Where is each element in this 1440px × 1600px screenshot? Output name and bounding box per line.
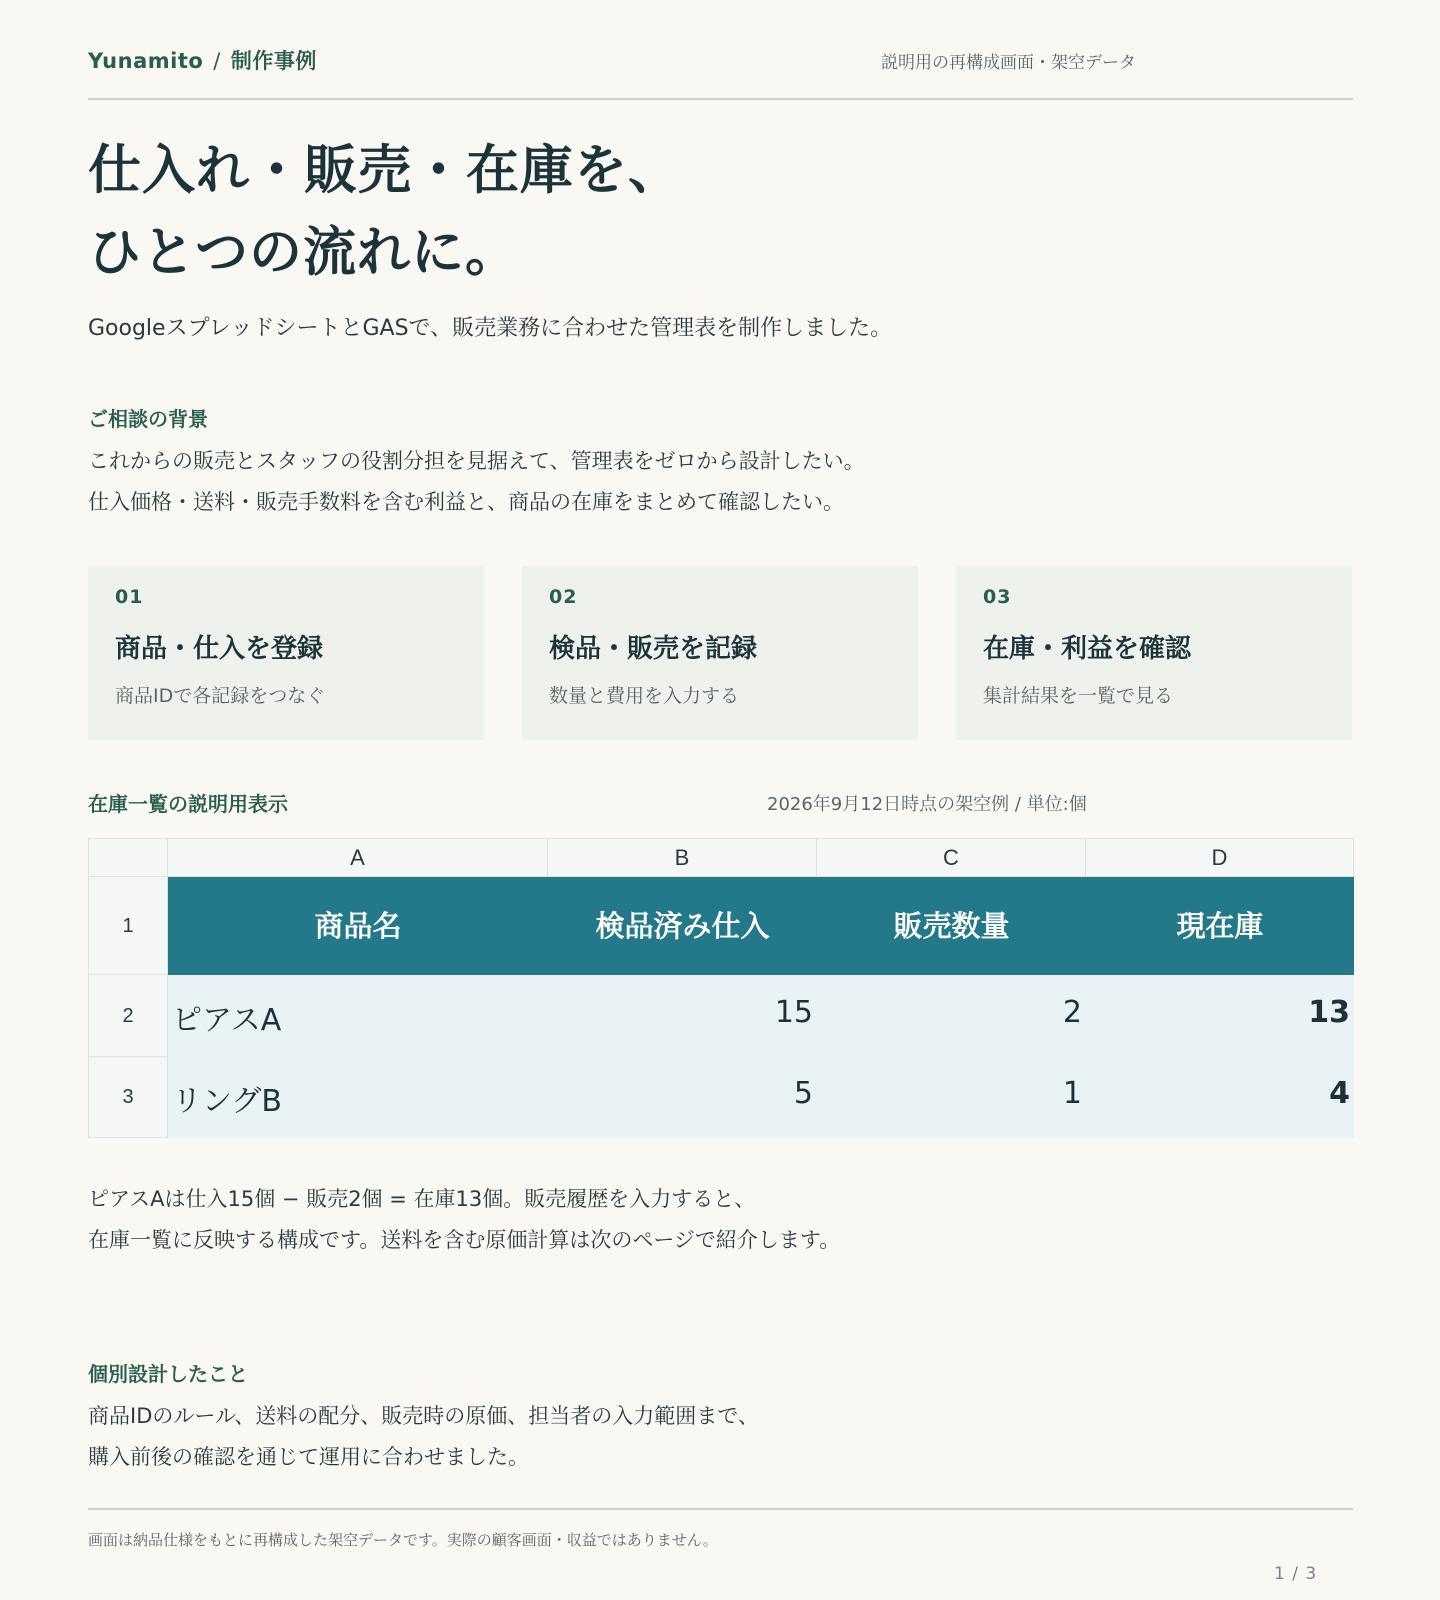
cell-stock[interactable]: 13 [1308, 995, 1350, 1030]
header-divider [88, 98, 1353, 100]
step-number: 01 [115, 586, 144, 608]
background-text [88, 441, 865, 523]
cell-sold[interactable]: 1 [1062, 1076, 1082, 1111]
page-title-line2: ひとつの流れに。 [88, 222, 519, 283]
header-note: 説明用の再構成画面・架空データ [881, 53, 1136, 73]
page-indicator: 1 / 3 [1274, 1564, 1318, 1584]
inventory-caption: 2026年9月12日時点の架空例 / 単位:個 [767, 794, 1087, 815]
step-number: 03 [983, 586, 1012, 608]
header-current-stock[interactable]: 現在庫 [1176, 909, 1264, 943]
custom-design-line2: 購入前後の確認を通じて運用に合わせました。 [88, 1445, 529, 1469]
table-row [168, 975, 1354, 1057]
cell-sold[interactable]: 2 [1062, 995, 1082, 1030]
footer-note: 画面は納品仕様をもとに再構成した架空データです。実際の顧客画面・収益ではありません。 [88, 1531, 718, 1549]
custom-design-text [88, 1396, 759, 1478]
header-bar [88, 45, 1353, 75]
cell-product-name[interactable]: リングB [172, 1084, 282, 1119]
explanation-text [88, 1179, 840, 1261]
breadcrumb-separator: / [213, 49, 221, 73]
table-row [168, 1057, 1354, 1138]
cell-product-name[interactable]: ピアスA [172, 1003, 282, 1038]
page-title-line1: 仕入れ・販売・在庫を、 [88, 140, 682, 201]
step-subtitle: 数量と費用を入力する [549, 685, 740, 707]
column-header-a[interactable]: A [168, 838, 548, 877]
brand-name[interactable]: Yunamito [88, 49, 204, 73]
background-title: ご相談の背景 [88, 407, 208, 431]
cell-stock[interactable]: 4 [1329, 1076, 1350, 1111]
step-card-1 [88, 566, 484, 740]
sheet-corner[interactable] [88, 838, 168, 877]
custom-design-title: 個別設計したこと [88, 1362, 248, 1386]
step-title: 商品・仕入を登録 [115, 634, 324, 664]
header-inspected-purchase[interactable]: 検品済み仕入 [595, 909, 770, 943]
step-title: 在庫・利益を確認 [983, 634, 1192, 664]
step-number: 02 [549, 586, 578, 608]
step-card-2 [522, 566, 918, 740]
row-header-3[interactable]: 3 [88, 1057, 168, 1138]
inventory-title: 在庫一覧の説明用表示 [88, 792, 288, 816]
cell-purchased[interactable]: 15 [774, 995, 813, 1030]
lead-text: GoogleスプレッドシートとGASで、販売業務に合わせた管理表を制作しました。 [88, 316, 893, 341]
row-header-1[interactable]: 1 [88, 877, 168, 975]
breadcrumb-section[interactable]: 制作事例 [230, 49, 317, 73]
column-header-d[interactable]: D [1086, 838, 1354, 877]
column-header-c[interactable]: C [817, 838, 1086, 877]
step-subtitle: 商品IDで各記録をつなぐ [115, 685, 326, 707]
step-cards [88, 566, 1353, 740]
explanation-line2: 在庫一覧に反映する構成です。送料を含む原価計算は次のページで紹介します。 [88, 1228, 841, 1252]
header-product-name[interactable]: 商品名 [314, 909, 402, 943]
page-title [88, 130, 682, 294]
custom-design-line1: 商品IDのルール、送料の配分、販売時の原価、担当者の入力範囲まで、 [88, 1404, 759, 1428]
table-header-row [168, 877, 1354, 975]
step-card-3 [956, 566, 1352, 740]
row-header-2[interactable]: 2 [88, 975, 168, 1057]
column-header-b[interactable]: B [548, 838, 817, 877]
inventory-sheet [88, 838, 1354, 1139]
cell-purchased[interactable]: 5 [793, 1076, 813, 1111]
background-line2: 仕入価格・送料・販売手数料を含む利益と、商品の在庫をまとめて確認したい。 [88, 490, 844, 514]
footer-divider [88, 1508, 1353, 1510]
step-title: 検品・販売を記録 [549, 634, 758, 664]
step-subtitle: 集計結果を一覧で見る [983, 685, 1174, 707]
explanation-line1: ピアスAは仕入15個 − 販売2個 = 在庫13個。販売履歴を入力すると、 [88, 1187, 756, 1211]
background-line1: これからの販売とスタッフの役割分担を見据えて、管理表をゼロから設計したい。 [88, 449, 865, 473]
breadcrumb [88, 45, 317, 75]
header-sales-quantity[interactable]: 販売数量 [893, 909, 1010, 943]
